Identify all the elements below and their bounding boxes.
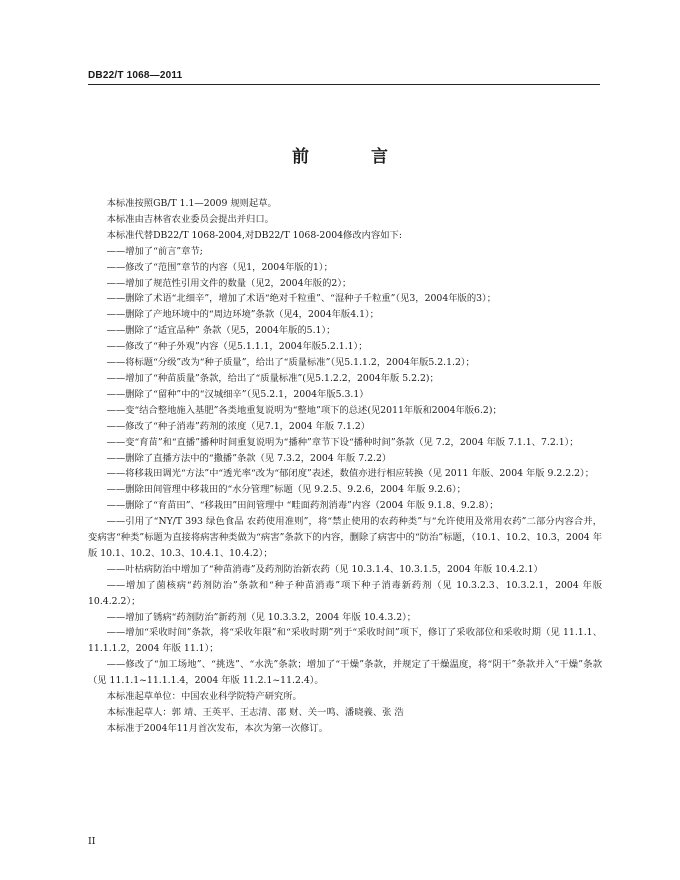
list-item: ——删除了“留种”中的“汉城细辛”（见5.2.1，2004年版5.3.1）: [106, 388, 369, 400]
list-item: ——将移栽田调光“方法”中“透光率“改为“郁闭度”表述，数值亦进行相应转换（见 2011 年版、2004 年版 9.2.2.2）；: [106, 468, 595, 480]
paragraph: 本标准起草人：郭 靖、王英平、王志清、邵 财、关一鸣、潘晓義、张 浩: [106, 707, 404, 718]
list-item: ——增加了菌核病“药剂防治”条款和“种子种苗消毒”项下种子消毒新药剂（见 10.3.2.3、10.3.2.1，2004 年版 10.4.2.2）；: [88, 579, 602, 607]
list-item: ——删除田间管理中移栽田的“水分管理”标题（见 9.2.5、9.2.6，2004 年版 9.2.6）；: [106, 484, 466, 496]
list-item: ——修改了“范围”章节的内容（见1，2004年版的1）；: [106, 261, 333, 273]
list-item: ——删除了“适宜品种” 条款（见5，2004年版的5.1）；: [106, 325, 336, 337]
page-number: II: [88, 836, 96, 847]
list-item: ——修改了“种子消毒”药剂的浓度（见7.1，2004 年版 7.1.2）: [106, 420, 371, 432]
list-item: ——增加了锈病“药剂防治”新药剂（见 10.3.3.2，2004 年版 10.4.3.2）；: [106, 611, 417, 623]
list-item: ——变“育苗”和“直播”播种时间重复说明为“播种”章节下设“播种时间”条款（见 7.2，2004 年版 7.1.1、7.2.1）；: [106, 436, 579, 448]
list-item: ——增加了“前言”章节;: [106, 245, 203, 257]
paragraph: 本标准起草单位：中国农业科学院特产研究所。: [106, 691, 302, 703]
list-item: ——将标题“分级”改为“种子质量”，给出了“质量标准”（见5.1.1.2，2004年版5.2.1.2）；: [106, 357, 475, 369]
list-item: ——增加“采收时间”条款，将“采收年限”和“采收时期”列于“采收时间”项下，修订了采收部位和采收时期（见 11.1.1、11.1.1.2，2004 年版 11.1）；: [88, 627, 602, 655]
list-item: ——删除了术语“北细辛”，增加了术语“绝对千粒重”、“湿种子千粒重”（见3，2004年版的3）；: [106, 293, 496, 305]
list-item: ——修改了“加工场地”、“挑选”、“水洗”条款；增加了“干燥”条款，并规定了干燥温度，将“阴干”条款并入“干燥”条款（见 11.1.1~11.1.1.4，2004 年版 11.2.1~11.2.4）。: [88, 659, 602, 687]
list-item: ——删除了“育苗田”、“移栽田”田间管理中 “畦面药剂消毒”内容（2004 年版 9.1.8、9.2.8）；: [106, 500, 499, 512]
page-title: 前 言: [292, 147, 416, 167]
paragraph: 本标准于2004年11月首次发布，本次为第一次修订。: [106, 722, 329, 734]
paragraph: 本标准按照GB/T 1.1—2009 规则起草。: [106, 198, 277, 209]
list-item: ——增加了规范性引用文件的数量（见2，2004年版的2）；: [106, 277, 352, 289]
paragraph: 本标准代替DB22/T 1068-2004,对DB22/T 1068-2004修改内容如下:: [106, 229, 402, 241]
foreword-body: [88, 196, 602, 737]
list-item: ——变“结合整地施入基肥”各类地重复说明为“整地”项下的总述(见2011年版和2004年版6.2)；: [106, 404, 502, 416]
list-item: ——删除了产地环境中的“周边环境”条款（见4，2004年版4.1）；: [106, 309, 379, 321]
list-item: ——增加了“种苗质量”条款，给出了“质量标准”(见5.1.2.2，2004年版 5.2.2)；: [106, 372, 439, 384]
paragraph: 本标准由吉林省农业委员会提出并归口。: [106, 213, 274, 225]
list-item: ——叶枯病防治中增加了“种苗消毒”及药剂防治新农药（见 10.3.1.4、10.3.1.5，2004 年版 10.4.2.1）: [106, 563, 543, 575]
list-item: ——修改了“种子外观”内容（见5.1.1.1，2004年版5.2.1.1）；: [106, 341, 368, 353]
header-rule: [88, 84, 600, 85]
list-item: ——引用了“NY/T 393 绿色食品 农药使用准则”，将“禁止使用的农药种类”与“允许使用及常用农药”二部分内容合并，变病害“种类”标题为直接将病害种类做为“病害”条款下的内容，删除了病害中的“防治”标题，（10.1、10.2、10.3，2004 年版 10.1、10.2、10.3、10.4.1、10.4.2）；: [88, 516, 602, 559]
standard-code: DB22/T 1068—2011: [88, 70, 183, 81]
list-item: ——删除了直播方法中的“撒播”条款（见 7.3.2，2004 年版 7.2.2）: [106, 452, 392, 464]
